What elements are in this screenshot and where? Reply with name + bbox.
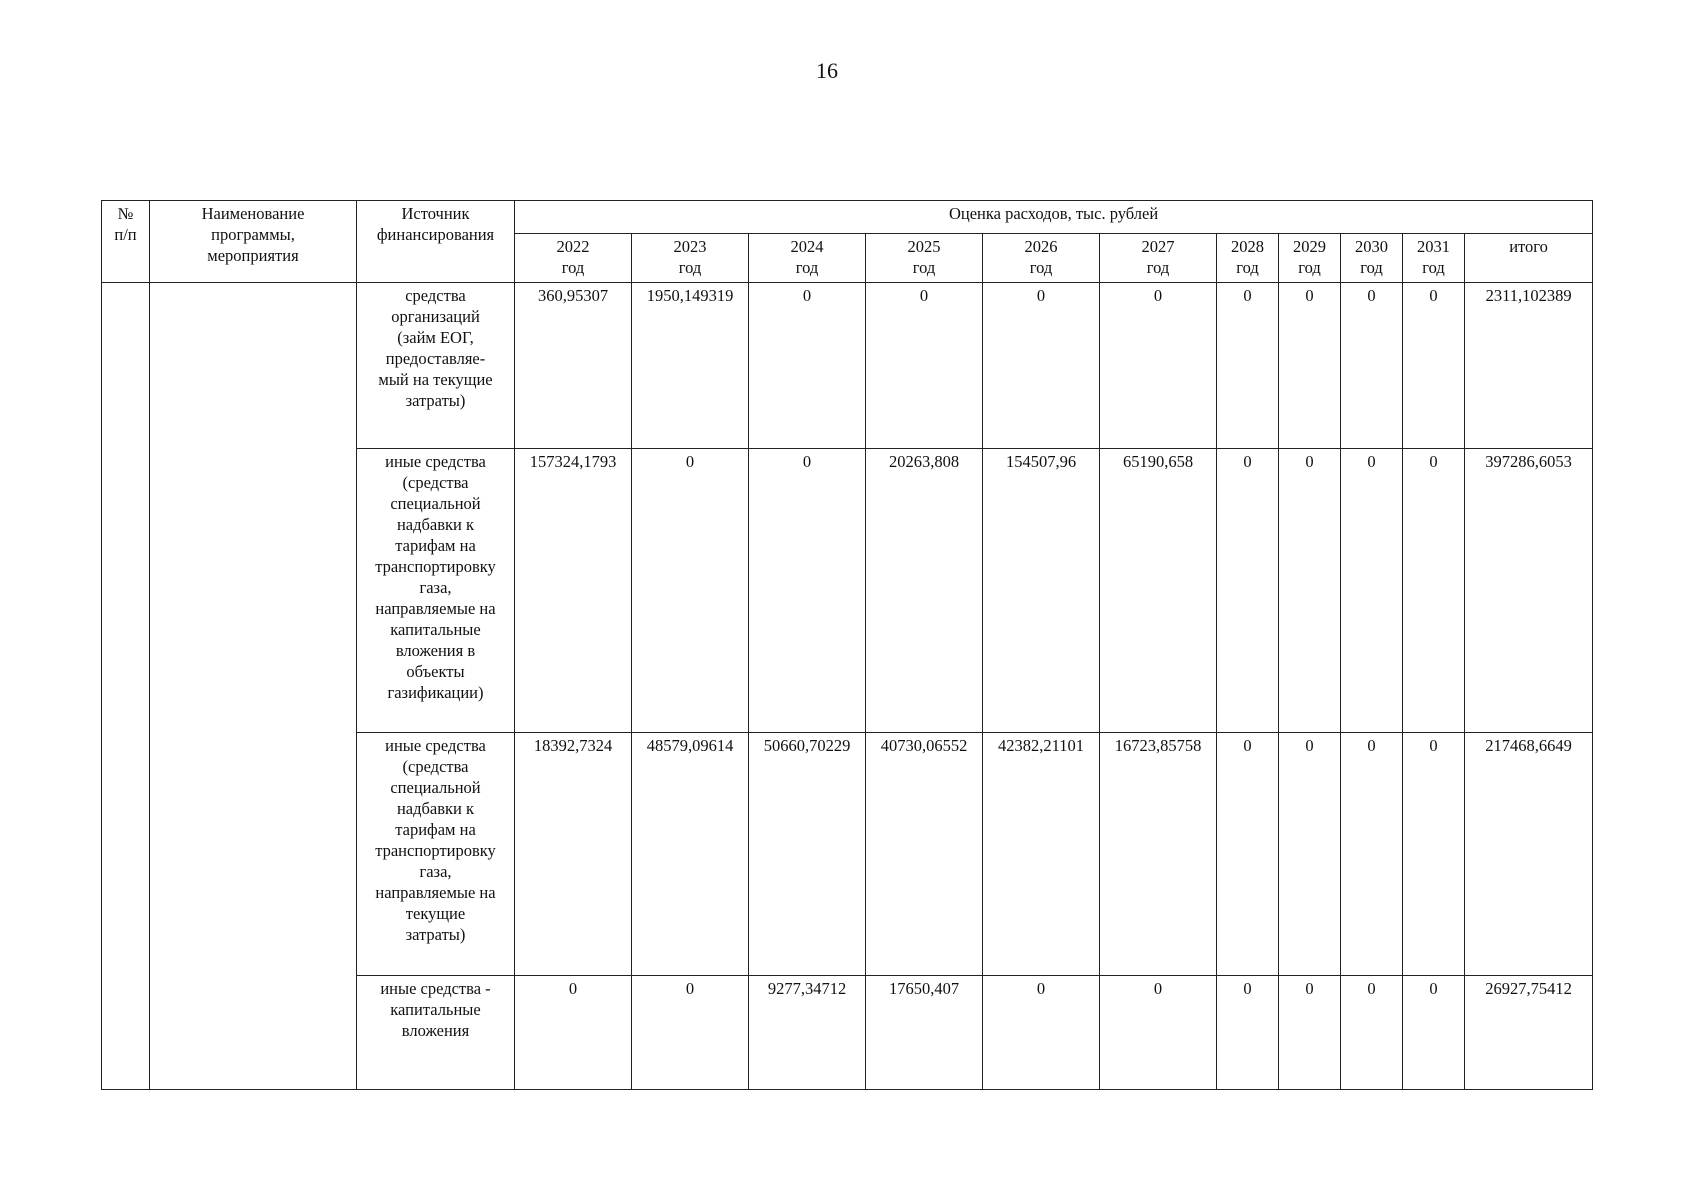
header-year-2031: 2031 год	[1403, 234, 1465, 283]
cell-value-2025: 0	[866, 283, 983, 449]
header-program-name: Наименование программы, мероприятия	[150, 201, 357, 283]
table-header-row-1	[102, 201, 1593, 234]
header-total: итого	[1465, 234, 1593, 283]
cell-value-2026: 154507,96	[983, 449, 1100, 733]
cell-value-2030: 0	[1341, 449, 1403, 733]
cell-value-2030: 0	[1341, 976, 1403, 1090]
header-year-2030: 2030 год	[1341, 234, 1403, 283]
cell-value-2028: 0	[1217, 449, 1279, 733]
cell-value-2024: 9277,34712	[749, 976, 866, 1090]
expenditure-table	[101, 200, 1593, 1090]
cell-value-2030: 0	[1341, 283, 1403, 449]
cell-funding-source: средства организаций (займ ЕОГ, предоставляе- мый на текущие затраты)	[357, 283, 515, 449]
cell-value-2029: 0	[1279, 283, 1341, 449]
cell-value-2030: 0	[1341, 733, 1403, 976]
cell-value-2022: 157324,1793	[515, 449, 632, 733]
cell-value-2027: 65190,658	[1100, 449, 1217, 733]
header-year-2025: 2025 год	[866, 234, 983, 283]
cell-total: 397286,6053	[1465, 449, 1593, 733]
cell-total: 2311,102389	[1465, 283, 1593, 449]
header-funding-source: Источник финансирования	[357, 201, 515, 283]
cell-value-2028: 0	[1217, 733, 1279, 976]
cell-value-2023: 0	[632, 976, 749, 1090]
header-year-2023: 2023 год	[632, 234, 749, 283]
cell-value-2022: 360,95307	[515, 283, 632, 449]
cell-value-2031: 0	[1403, 976, 1465, 1090]
cell-value-2025: 20263,808	[866, 449, 983, 733]
cell-value-2026: 0	[983, 283, 1100, 449]
cell-value-2029: 0	[1279, 733, 1341, 976]
cell-total: 26927,75412	[1465, 976, 1593, 1090]
cell-value-2026: 42382,21101	[983, 733, 1100, 976]
cell-value-2023: 48579,09614	[632, 733, 749, 976]
cell-value-2026: 0	[983, 976, 1100, 1090]
cell-value-2029: 0	[1279, 449, 1341, 733]
cell-funding-source: иные средства - капитальные вложения	[357, 976, 515, 1090]
cell-value-2027: 16723,85758	[1100, 733, 1217, 976]
cell-value-2024: 0	[749, 283, 866, 449]
header-year-2024: 2024 год	[749, 234, 866, 283]
cell-value-2027: 0	[1100, 283, 1217, 449]
cell-value-2029: 0	[1279, 976, 1341, 1090]
cell-value-2022: 18392,7324	[515, 733, 632, 976]
cell-value-2024: 0	[749, 449, 866, 733]
cell-value-2025: 40730,06552	[866, 733, 983, 976]
header-year-2027: 2027 год	[1100, 234, 1217, 283]
cell-value-2023: 1950,149319	[632, 283, 749, 449]
cell-funding-source: иные средства (средства специальной надбавки к тарифам на транспортировку газа, направляемые на текущие затраты)	[357, 733, 515, 976]
cell-value-2028: 0	[1217, 976, 1279, 1090]
cell-funding-source: иные средства (средства специальной надбавки к тарифам на транспортировку газа, направляемые на капитальные вложения в объекты газификации)	[357, 449, 515, 733]
header-number: № п/п	[102, 201, 150, 283]
header-year-2028: 2028 год	[1217, 234, 1279, 283]
cell-number-empty	[102, 283, 150, 1090]
header-year-2022: 2022 год	[515, 234, 632, 283]
cell-value-2031: 0	[1403, 283, 1465, 449]
page-number: 16	[816, 58, 838, 83]
cell-value-2027: 0	[1100, 976, 1217, 1090]
cell-value-2023: 0	[632, 449, 749, 733]
cell-value-2031: 0	[1403, 733, 1465, 976]
header-year-2029: 2029 год	[1279, 234, 1341, 283]
cell-value-2022: 0	[515, 976, 632, 1090]
cell-value-2028: 0	[1217, 283, 1279, 449]
table-row	[102, 283, 1593, 449]
header-year-2026: 2026 год	[983, 234, 1100, 283]
cell-program-name-empty	[150, 283, 357, 1090]
cell-value-2031: 0	[1403, 449, 1465, 733]
header-expense-estimate: Оценка расходов, тыс. рублей	[515, 201, 1593, 234]
cell-value-2024: 50660,70229	[749, 733, 866, 976]
cell-value-2025: 17650,407	[866, 976, 983, 1090]
cell-total: 217468,6649	[1465, 733, 1593, 976]
